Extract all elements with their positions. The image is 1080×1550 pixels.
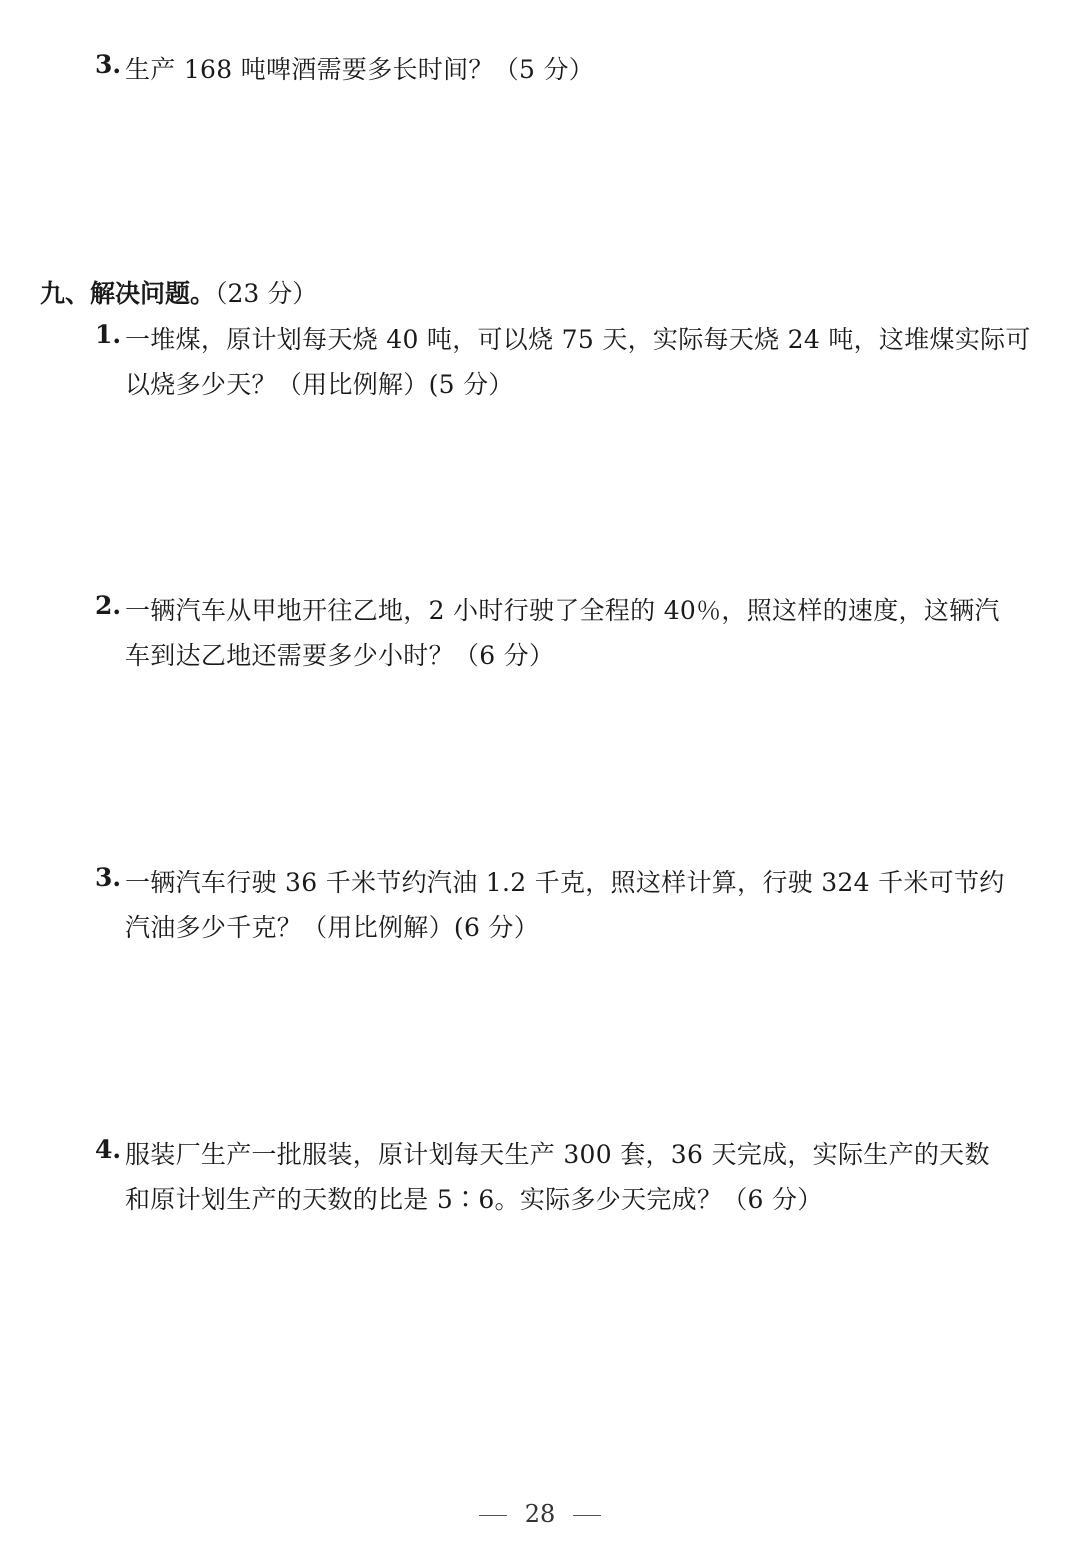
- page-footer: [0, 1500, 1080, 1528]
- question-text-line: 和原计划生产的天数的比是 5∶6。实际多少天完成？（6 分）: [125, 1185, 823, 1214]
- question-text-line: 一堆煤，原计划每天烧 40 吨，可以烧 75 天，实际每天烧 24 吨，这堆煤实际可: [125, 325, 1031, 354]
- footer-dash-left: [479, 1515, 507, 1516]
- question-text-line: 以烧多少天？（用比例解）(5 分）: [125, 370, 514, 399]
- question-number: 3.: [95, 863, 122, 892]
- question-number: 2.: [95, 591, 122, 620]
- section-score: （23 分）: [215, 279, 318, 308]
- question-text-line: 服装厂生产一批服装，原计划每天生产 300 套，36 天完成，实际生产的天数: [125, 1140, 990, 1169]
- question-text-line: 一辆汽车从甲地开往乙地，2 小时行驶了全程的 40％，照这样的速度，这辆汽: [125, 596, 1000, 625]
- question-text-line: 一辆汽车行驶 36 千米节约汽油 1.2 千克，照这样计算，行驶 324 千米可节约: [125, 868, 1005, 897]
- question-number: 3.: [95, 50, 122, 79]
- question-number: 1.: [95, 320, 122, 349]
- question-text-line: 生产 168 吨啤酒需要多长时间？（5 分）: [125, 55, 595, 84]
- question-text-line: 车到达乙地还需要多少小时？（6 分）: [125, 641, 555, 670]
- question-text-line: 汽油多少千克？（用比例解）(6 分）: [125, 913, 540, 942]
- page-number: 28: [524, 1500, 556, 1528]
- section-title: 九、解决问题。: [40, 279, 216, 308]
- question-number: 4.: [95, 1135, 122, 1164]
- footer-dash-right: [573, 1515, 601, 1516]
- section-heading: [40, 274, 317, 310]
